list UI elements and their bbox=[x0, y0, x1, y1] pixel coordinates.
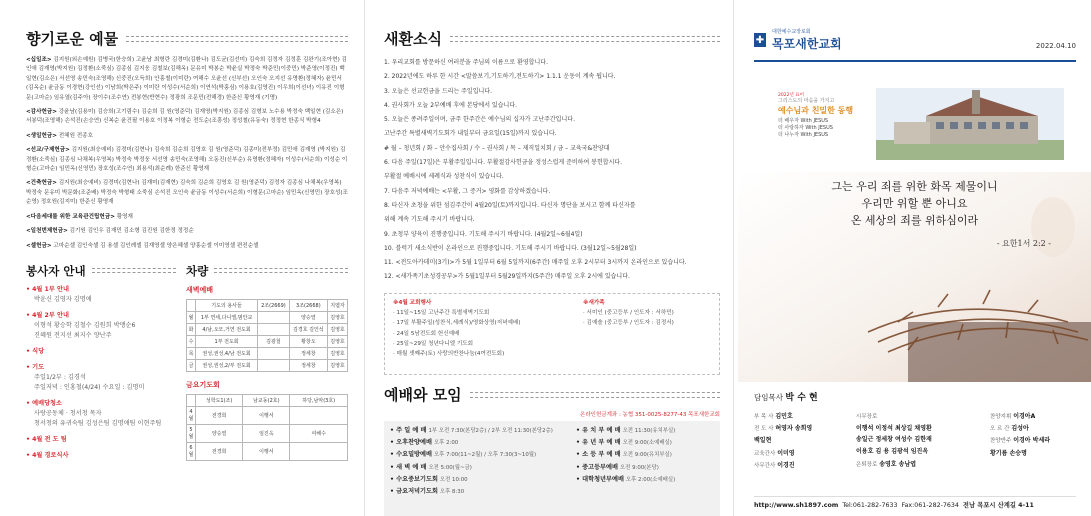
news-item: 4. 권사회가 오늘 2부예배 후에 본당에서 있습니다. bbox=[384, 101, 518, 109]
worship-row bbox=[576, 449, 675, 461]
offering-names: 고마순셀 김인숙셀 김 용셀 김인례셀 김재영셀 양은혜셀 양홍순셀 이미영셀 편전순셀 bbox=[53, 242, 259, 249]
volunteer-item bbox=[26, 363, 176, 399]
header-rule bbox=[214, 268, 348, 273]
verse-line-1: 그는 우리 죄를 위한 화목 제물이니 bbox=[831, 180, 998, 193]
worship-time: 오전 10:00 bbox=[439, 476, 468, 483]
new-family-head: ※새가족 bbox=[583, 300, 605, 306]
news-item: 3. 오늘은 선교헌금을 드리는 주일입니다. bbox=[384, 87, 492, 95]
table-row bbox=[187, 347, 348, 359]
worship-name: • 대학청년부예배 bbox=[576, 475, 624, 483]
elder-names: 이행석 이정석 최상길 채영환 bbox=[856, 425, 932, 433]
table-cell: 전경희 bbox=[196, 406, 243, 424]
news-item: 10. 블럭기 새소식반이 온라인으로 진행중입니다. 기도해 주시기 바랍니다. (3월12일~5월28일) bbox=[384, 244, 637, 252]
volunteer-section bbox=[26, 263, 176, 467]
offering-names: 전혜원 전종호 bbox=[58, 132, 93, 139]
worship-time: 오전 9:00(유치부실) bbox=[622, 452, 672, 459]
pastor-label: 담임목사 bbox=[754, 393, 783, 402]
left-panel bbox=[0, 0, 362, 516]
staff-row bbox=[754, 435, 850, 447]
offering-names: 김지원(최승예비) 김경미(김현나) 김재미(김재현) 김숙희 김순희 김영호 김 원(영준덕) 김정자 김종심 나채복(우영복) 박정숙 문유미 박문화(조준배) 박정숙 박형태 소죽심 손석진 오인숙 윤금동 이성수(서순희) 이형문(고마순) 임민옥(신영민) 장호성(조순영) 정호원(김지미) 한준신 황영재 bbox=[26, 180, 348, 206]
event-item: · 11일~15일 고난주간 특별새벽기도회 bbox=[393, 310, 490, 317]
retired-elders: 송영호 송남엽 bbox=[879, 460, 917, 468]
worship-time: 오후 7:00(11~2월) / 오후 7:30(3~10월) bbox=[433, 452, 537, 459]
table-cell: 하당,남악(3호) bbox=[290, 394, 348, 406]
header-divider bbox=[754, 60, 1076, 62]
choir-row bbox=[990, 423, 1050, 435]
new-family bbox=[583, 298, 674, 370]
volunteer-line: 이형석 황승학 김철수 김원희 박맹순6 bbox=[34, 321, 136, 329]
table-row bbox=[187, 442, 348, 460]
church-photo bbox=[776, 88, 1064, 160]
theme-main-1: 그리스도의 마음을 가지고 bbox=[778, 98, 835, 104]
staff-role: 사무간사 bbox=[754, 462, 776, 469]
table-cell: 정세창 bbox=[289, 347, 327, 359]
offering-account: 온라인헌금계좌 : 농협 351-0025-8277-43 목포새한교회 bbox=[580, 412, 720, 418]
offerings-header bbox=[26, 28, 348, 49]
pastor-name: 박 수 현 bbox=[785, 393, 818, 403]
worship-row bbox=[576, 425, 675, 437]
worship-time: 오전 5:00(월~금) bbox=[428, 464, 472, 471]
volunteer-heading: • 4월 2부 안내 bbox=[26, 311, 69, 319]
table-cell: 권성,권성,4/남 전도회 bbox=[196, 347, 258, 359]
staff-name: 김민호 bbox=[775, 413, 793, 420]
offering-names: 강윤남(김용미) 김승희(고기림수) 김순희 김 원(영준덕) 김재영(박지원) 김종심 김형보 노수용 박정숙 백일현 (김소은) 서봉덕(조영해) 손석진(손승연) 신복순 윤건필 이용호 이정복 이형순 전도순(조흥성) 정성철(유동숙) 정정현 한종식 박형4 bbox=[26, 109, 344, 125]
offering-names: 김기원 김인우 김재민 김소형 김진원 김한정 정정순 bbox=[69, 228, 194, 235]
volunteer-line: 청서청의 유귀숙팀 김성은팀 김명애팀 이현주팀 bbox=[34, 419, 162, 427]
news-item: 위해 계속 기도해 주시기 바랍니다. bbox=[384, 216, 475, 224]
volunteer-heading: • 예배당청소 bbox=[26, 399, 62, 407]
theme-year: 2022년 표어 bbox=[778, 93, 804, 98]
table-cell bbox=[187, 299, 196, 311]
april-events bbox=[393, 298, 563, 370]
event-item: · 24일 5남전도회 헌신예배 bbox=[393, 330, 460, 337]
table-cell: 3조(2668) bbox=[289, 299, 327, 311]
news-item: 7. 다음주 저녁예배는 <부활, 그 증거> 영화를 감상하겠습니다. bbox=[384, 187, 551, 195]
offering-paragraph bbox=[26, 108, 348, 127]
table-cell: 화 bbox=[187, 323, 196, 335]
table-row bbox=[187, 394, 348, 406]
staff-grid bbox=[754, 411, 1076, 472]
worship-title: 예배와 모임 bbox=[384, 386, 462, 404]
year-theme bbox=[776, 88, 876, 160]
dawn-vehicle-table bbox=[186, 299, 348, 372]
worship-row bbox=[390, 425, 570, 437]
header-rule bbox=[450, 36, 720, 42]
table-cell: 김영호 bbox=[328, 347, 348, 359]
header-rule bbox=[126, 36, 348, 42]
table-cell bbox=[258, 359, 290, 371]
worship-row bbox=[390, 462, 570, 474]
staff-name: 백일현 bbox=[754, 437, 772, 445]
table-cell: 5월 bbox=[187, 424, 196, 442]
worship-name: • 소 등 부 예 배 bbox=[576, 451, 621, 459]
table-cell bbox=[258, 323, 290, 335]
worship-row bbox=[390, 474, 570, 486]
news-item: 8. 타신자 초청을 위한 섬김주간이 4월20일(토)까지입니다. 타신자 명단을 보시고 함께 타신자를 bbox=[384, 201, 636, 209]
table-row bbox=[187, 424, 348, 442]
choir-name: 이경아A bbox=[1013, 413, 1036, 420]
table-row bbox=[187, 311, 348, 323]
volunteer-heading: • 4월 전 도 팀 bbox=[26, 435, 67, 443]
dawn-service-title: 새벽예배 bbox=[186, 285, 214, 294]
volunteer-item bbox=[26, 347, 176, 363]
offering-paragraph bbox=[26, 179, 348, 207]
table-cell: 목 bbox=[187, 347, 196, 359]
offering-paragraph bbox=[26, 242, 348, 251]
news-item: 고난주간 특별새벽기도회가 내일부터 금요일(15일)까지 있습니다. bbox=[384, 130, 557, 138]
worship-row bbox=[576, 474, 675, 486]
choir-name: 황기름 손승명 bbox=[990, 449, 1027, 457]
staff-section bbox=[754, 390, 1076, 472]
offering-names: 김지원(외손예원) 김병국(한승희) 고윤남 최형란 김경미(김환나) 김도균(김선미) 김숙희 김정자 김정훈 김완기(조아현) 김인애 김재영(박지원) 김정환(소죽심) 김종심 김지웅 김철보(김해옥) 문유미 박봉순 박윤실 박정숙 박준민(이중민) 박준영(이정진) 백일현(김소은) 서선영 송민숙(조영해) 신중진(오득희) 안홍철(이미란) 여해수 오윤선 (신부선) 오인숙 오지선 유명환(정혜자) 윤민서(김옥순) 윤금동 이경현(강인선) 이남희(박은주) 이미란 이성수(서순희) 이연석(박홍심) 이용호(김영진) 이우희(이선녀) 이유진 이형문(고마순) 임유열(김주아) 장이수(조수연) 전봉현(반현수) 정광희 조문민(전해경) 한준신 황영재 (기명) bbox=[26, 57, 347, 101]
table-cell: 임진옥 bbox=[243, 424, 290, 442]
worship-time: 오후 2:00 bbox=[433, 440, 459, 447]
fax: Fax:061-282-7634 bbox=[901, 502, 959, 509]
offering-paragraph bbox=[26, 132, 348, 141]
header-rule bbox=[470, 392, 720, 398]
staff-name: 이미영 bbox=[777, 449, 795, 457]
staff-col bbox=[754, 411, 850, 472]
table-row bbox=[187, 335, 348, 347]
worship-col-2 bbox=[576, 425, 675, 516]
event-item: · 25일~29일 청년다니엘 기도회 bbox=[393, 340, 474, 347]
cover-header bbox=[754, 28, 1076, 52]
news-item: 11. <전도아카데미(3기)>가 5월 1일부터 6월 5일까지(6주간) 매주일 오후 2시부터 3시까지 온라인으로 있습니다. bbox=[384, 259, 687, 267]
offering-names: 황영재 bbox=[116, 213, 133, 220]
elders-col bbox=[856, 411, 984, 472]
table-cell: 6월 bbox=[187, 442, 196, 460]
church-name: 목포새한교회 bbox=[772, 37, 842, 51]
news-item: # 월 – 청년회 / 화 – 안수집사회 / 수 – 권사회 / 목 – 제직일치회 / 금 – 교육국&찬양대 bbox=[384, 144, 610, 152]
event-item: · 매월 셋째주(토) 사랑의반찬나눔(4여전도회) bbox=[393, 351, 505, 358]
worship-name: • 유 년 부 예 배 bbox=[576, 439, 621, 447]
cross-logo-icon: ✚ bbox=[755, 34, 765, 46]
offering-category: <감사헌금> bbox=[26, 109, 57, 116]
verse-reference: - 요한1서 2:2 - bbox=[996, 239, 1051, 248]
table-cell: 성학도1(조) bbox=[196, 394, 243, 406]
news-item: 2. 2022년에도 하루 한 시간 <말씀보기,기도하기,전도하기> 1.1.1 운동이 계속 됩니다. bbox=[384, 73, 616, 81]
bulletin-date: 2022.04.10 bbox=[1035, 42, 1076, 50]
staff-name: 허영자 송희영 bbox=[775, 425, 813, 433]
worship-name: • 중고등부예배 bbox=[576, 463, 618, 471]
offering-category: <생일헌금> bbox=[26, 132, 57, 139]
website-link[interactable]: http://www.sh1897.com bbox=[754, 502, 839, 509]
news-item: 1. 우리교회를 방문하신 여러분을 주님의 이름으로 환영합니다. bbox=[384, 59, 548, 66]
staff-role: 부 목 사 bbox=[754, 414, 774, 420]
news-title: 새환소식 bbox=[384, 30, 442, 48]
friday-prayer-title: 금요기도회 bbox=[186, 380, 220, 389]
table-cell: 전경희 bbox=[196, 442, 243, 460]
staff-row bbox=[754, 411, 850, 423]
news-item: 5. 오늘은 종려주일이며, 금주 한주간은 예수님의 십자가 고난주간입니다. bbox=[384, 116, 575, 124]
table-cell: 4/남,오모,거연 전도회 bbox=[196, 323, 258, 335]
choir-row bbox=[990, 435, 1050, 447]
worship-time: 오후 8:30 bbox=[439, 489, 465, 496]
volunteer-heading: • 4월 1부 안내 bbox=[26, 285, 69, 293]
spacer bbox=[26, 461, 176, 467]
worship-header bbox=[384, 384, 720, 405]
bottom-columns bbox=[26, 263, 348, 467]
worship-name: • 주 일 예 배 bbox=[390, 427, 427, 434]
theme-sub-1: 더 배우자 With JESUS bbox=[778, 118, 829, 124]
table-cell: 양승열 bbox=[196, 424, 243, 442]
table-row bbox=[187, 406, 348, 424]
elder-names: 송일근 정세창 여성수 김한재 bbox=[856, 436, 932, 444]
table-cell: 김영호 bbox=[328, 323, 348, 335]
worship-name: • 유 치 부 예 배 bbox=[576, 427, 621, 434]
news-list bbox=[384, 56, 720, 285]
worship-row bbox=[390, 437, 570, 449]
worship-row bbox=[576, 462, 675, 474]
table-cell bbox=[187, 394, 196, 406]
volunteer-item bbox=[26, 285, 176, 311]
offerings-list bbox=[26, 56, 348, 251]
offering-paragraph bbox=[26, 213, 348, 222]
table-cell bbox=[258, 311, 290, 323]
table-cell: 권성,권성,2/부 전도회 bbox=[196, 359, 258, 371]
volunteer-heading: • 기도 bbox=[26, 363, 45, 371]
phone: Tel:061-282-7633 bbox=[842, 502, 898, 509]
events-box bbox=[384, 293, 720, 375]
offering-category: <일천번제헌금> bbox=[26, 228, 68, 235]
worship-col-1 bbox=[390, 425, 570, 516]
offering-category: <선교/구제헌금> bbox=[26, 147, 70, 154]
table-cell: 김영호 bbox=[328, 335, 348, 347]
table-row bbox=[187, 299, 348, 311]
news-item: 12. <새가족기초성경공부>가 5월1일부터 5월29일까지(5주간) 매주일 오후 2시에 있습니다. bbox=[384, 273, 630, 281]
elders-label: 시무장로 bbox=[856, 414, 878, 420]
verse-line-3: 온 세상의 죄를 위하심이라 bbox=[850, 214, 979, 227]
new-member-item: · 서미인 (중고등부 / 인도자 : 서하민) bbox=[583, 310, 674, 317]
senior-pastor bbox=[754, 390, 1076, 403]
table-cell: 1부 전도회 bbox=[196, 335, 258, 347]
table-cell: 이행서 bbox=[243, 406, 290, 424]
choir-col bbox=[990, 411, 1050, 472]
choir-row bbox=[990, 411, 1050, 423]
elder-names: 이용호 김 용 김광석 임진옥 bbox=[856, 447, 929, 455]
volunteer-item bbox=[26, 435, 176, 451]
table-cell: 김영호 bbox=[328, 311, 348, 323]
volunteer-item bbox=[26, 451, 176, 467]
retired-label: 은퇴장로 bbox=[856, 461, 878, 468]
worship-name: • 금요저녁기도회 bbox=[390, 488, 438, 496]
table-cell: 이행서 bbox=[243, 442, 290, 460]
address: 전남 목포시 산계길 4-11 bbox=[962, 502, 1034, 509]
table-cell: 금 bbox=[187, 359, 196, 371]
fold-line bbox=[364, 0, 365, 516]
worship-time: 오전 9:00(소예배실) bbox=[622, 440, 672, 447]
offering-category: <건축헌금> bbox=[26, 180, 57, 187]
staff-row bbox=[754, 448, 850, 460]
worship-time: 오후 2:00(소예배실) bbox=[625, 476, 676, 483]
choir-row bbox=[990, 448, 1050, 460]
volunteer-line: 주일저녁 : 인홍철(4/24) 수요일 : 김명미 bbox=[34, 383, 145, 391]
event-item: · 17일 부활주일(성찬식,세례식)/영화상영(저녁예배) bbox=[393, 320, 521, 327]
offering-paragraph bbox=[26, 227, 348, 236]
table-row bbox=[187, 359, 348, 371]
choir-role: 찬양반주 bbox=[990, 438, 1012, 445]
scripture-verse bbox=[738, 178, 1091, 229]
new-member-item: · 김예솔 (중고등부 / 인도자 : 김정서) bbox=[583, 320, 674, 327]
table-cell: 기도의 용사들 bbox=[196, 299, 258, 311]
table-cell: 김영호 bbox=[328, 359, 348, 371]
volunteer-line: 주일1/2부 : 김경석 bbox=[34, 373, 86, 381]
april-events-head: ※4월 교회행사 bbox=[393, 300, 432, 306]
verse-line-2: 우리만 위할 뿐 아니요 bbox=[861, 197, 968, 210]
volunteer-line: 사랑공동체 · 청서청 목자 bbox=[34, 409, 102, 417]
table-cell: 김경호 김인석 bbox=[289, 323, 327, 335]
table-cell: 양승열 bbox=[289, 311, 327, 323]
offering-names: 김지원(최승예비) 김경미(김현나) 김숙희 김순희 김영호 김 원(영준덕) 김종미(전부정) 김민애 김재영 (박지원) 김정환(소죽심) 김종심 나채복(우영복) 박정숙 박정웅 서선영 송민숙(조영해) 오동진(신부순) 유명환(정혜자) 이성수(서순희) 이성순 이형순(고마순) 임민옥(신영민) 장호성(조수연) 최용석(최순례) 한준신 황영재 bbox=[26, 147, 348, 173]
table-cell: 정세창 bbox=[289, 359, 327, 371]
table-cell: 김광철 bbox=[258, 335, 290, 347]
staff-role: 전 도 사 bbox=[754, 426, 774, 433]
cover-panel bbox=[738, 0, 1091, 516]
vehicle-section bbox=[186, 263, 348, 467]
staff-row bbox=[754, 460, 850, 472]
header-rule bbox=[92, 268, 176, 273]
staff-name: 이경진 bbox=[777, 461, 795, 469]
table-cell: 황창오 bbox=[289, 335, 327, 347]
table-cell: 여해수 bbox=[290, 424, 348, 442]
theme-sub-2: 더 사랑하자 With JESUS bbox=[778, 125, 833, 131]
choir-role: 찬양지휘 bbox=[990, 414, 1012, 420]
table-cell: 월 bbox=[187, 311, 196, 323]
volunteer-title: 봉사자 안내 bbox=[26, 263, 86, 278]
table-cell: 지엽자 bbox=[328, 299, 348, 311]
offering-paragraph bbox=[26, 146, 348, 174]
volunteer-list bbox=[26, 285, 176, 467]
table-cell: 수 bbox=[187, 335, 196, 347]
worship-name: • 수요밀방예배 bbox=[390, 451, 432, 459]
choir-role: 오 르 간 bbox=[990, 426, 1010, 433]
staff-role: 교육간사 bbox=[754, 450, 776, 457]
news-header bbox=[384, 28, 720, 49]
volunteer-heading: • 4월 경로식사 bbox=[26, 451, 69, 459]
friday-vehicle-table bbox=[186, 394, 348, 461]
choir-name: 김성아 bbox=[1011, 425, 1029, 433]
news-item: 9. 초청부 양육이 진행중입니다. 기도해 주시기 바랍니다. (4월2일~6월4일) bbox=[384, 230, 583, 238]
worship-schedule bbox=[384, 421, 720, 516]
table-row bbox=[187, 323, 348, 335]
volunteer-heading: • 식당 bbox=[26, 347, 45, 355]
theme-sub-3: 더 나누자 With JESUS bbox=[778, 132, 829, 138]
denomination: 대한예수교장로회 bbox=[772, 29, 811, 35]
worship-name: • 새 벽 예 배 bbox=[390, 463, 427, 471]
worship-name: • 오후찬양예배 bbox=[390, 439, 432, 447]
offering-category: <다음세대를 위한 교육관건립헌금> bbox=[26, 213, 115, 220]
offering-paragraph bbox=[26, 56, 348, 103]
table-cell: 1부 연세,다니엘,범안교 bbox=[196, 311, 258, 323]
table-cell: 4월 bbox=[187, 406, 196, 424]
news-item: 6. 다음 주일(17일)은 부활주일입니다. 부활절감사헌금을 정성스럽게 준비하여 봉헌합시다. bbox=[384, 159, 623, 167]
worship-time: 오전 9:00(본당) bbox=[619, 464, 659, 471]
volunteer-line: 진혜원 전지선 최지수 양난주 bbox=[34, 331, 112, 339]
worship-section bbox=[384, 384, 720, 516]
volunteer-item bbox=[26, 311, 176, 347]
theme-main-2: 예수님과 친밀한 동행 bbox=[778, 106, 854, 115]
table-cell bbox=[290, 442, 348, 460]
table-cell: 남교동(2호) bbox=[243, 394, 290, 406]
volunteer-line: 박윤신 김영자 김명애 bbox=[34, 295, 92, 303]
worship-row bbox=[390, 486, 570, 498]
news-item: 부활절 예배시에 세례식과 성찬식이 있습니다. bbox=[384, 173, 504, 181]
worship-time: 1부 오전 7:30(본당2층) / 2부 오전 11:30(본당2층) bbox=[428, 428, 553, 434]
offering-category: <셀헌금> bbox=[26, 242, 52, 249]
table-cell bbox=[258, 347, 290, 359]
fold-line bbox=[733, 0, 734, 516]
worship-name: • 수요중보기도회 bbox=[390, 475, 438, 483]
offerings-title: 향기로운 예물 bbox=[26, 30, 119, 48]
contact-footer bbox=[754, 496, 1076, 509]
worship-time: 오전 11:30(유치부실) bbox=[622, 428, 676, 434]
table-cell bbox=[290, 406, 348, 424]
choir-name: 이경아 박세라 bbox=[1013, 437, 1051, 445]
vehicle-title: 차량 bbox=[186, 263, 209, 278]
table-cell: 2조(2669) bbox=[258, 299, 290, 311]
volunteer-item bbox=[26, 399, 176, 435]
worship-row bbox=[576, 437, 675, 449]
offering-category: <십일조> bbox=[26, 57, 52, 63]
staff-row bbox=[754, 423, 850, 435]
worship-row bbox=[390, 449, 570, 461]
